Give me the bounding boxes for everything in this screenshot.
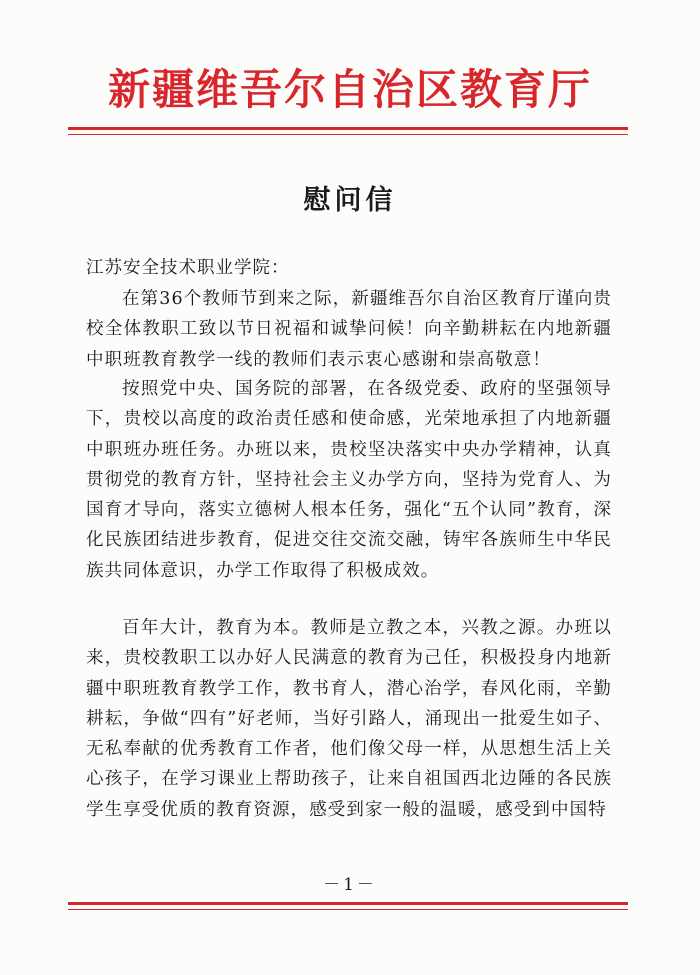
footer-rule-thick bbox=[68, 902, 628, 905]
document-title: 慰问信 bbox=[303, 185, 397, 216]
paragraph-3: 百年大计，教育为本。教师是立教之本，兴教之源。办班以来，贵校教职工以办好人民满意的教育为己任，积极投身内地新疆中职班教育教学工作，教书育人，潜心治学，春风化雨，辛勤耕耘，争做“四有”好老师，当好引路人，涌现出一批爱生如子、无私奉献的优秀教育工作者，他们像父母一样，从思想生活上关心孩子，在学习课业上帮助孩子，让来自祖国西北边陲的各民族学生享受优质的教育资源，感受到家一般的温暖，感受到中国特 bbox=[86, 618, 612, 820]
paragraph-1: 在第36个教师节到来之际，新疆维吾尔自治区教育厅谨向贵校全体教职工致以节日祝福和诚挚问候！向辛勤耕耘在内地新疆中职班教育教学一线的教师们表示衷心感谢和崇高敬意！ bbox=[86, 289, 612, 370]
footer-rule-thin bbox=[68, 909, 628, 910]
paragraph-2: 按照党中央、国务院的部署，在各级党委、政府的坚强领导下，贵校以高度的政治责任感和使命感，光荣地承担了内地新疆中职班办班任务。办班以来，贵校坚决落实中央办学精神，认真贯彻党的教育方针，坚持社会主义办学方向，坚持为党育人、为国育才导向，落实立德树人根本任务，强化“五个认同”教育，深化民族团结进步教育，促进交往交流交融，铸牢各族师生中华民族共同体意识，办学工作取得了积极成效。 bbox=[86, 379, 612, 581]
letterhead-rule-thick bbox=[68, 127, 628, 130]
page-number: －1－ bbox=[323, 875, 377, 895]
letterhead-title: 新疆维吾尔自治区教育厅 bbox=[107, 65, 592, 114]
salutation: 江苏安全技术职业学院： bbox=[86, 258, 290, 278]
letterhead-rule-thin bbox=[68, 134, 628, 135]
